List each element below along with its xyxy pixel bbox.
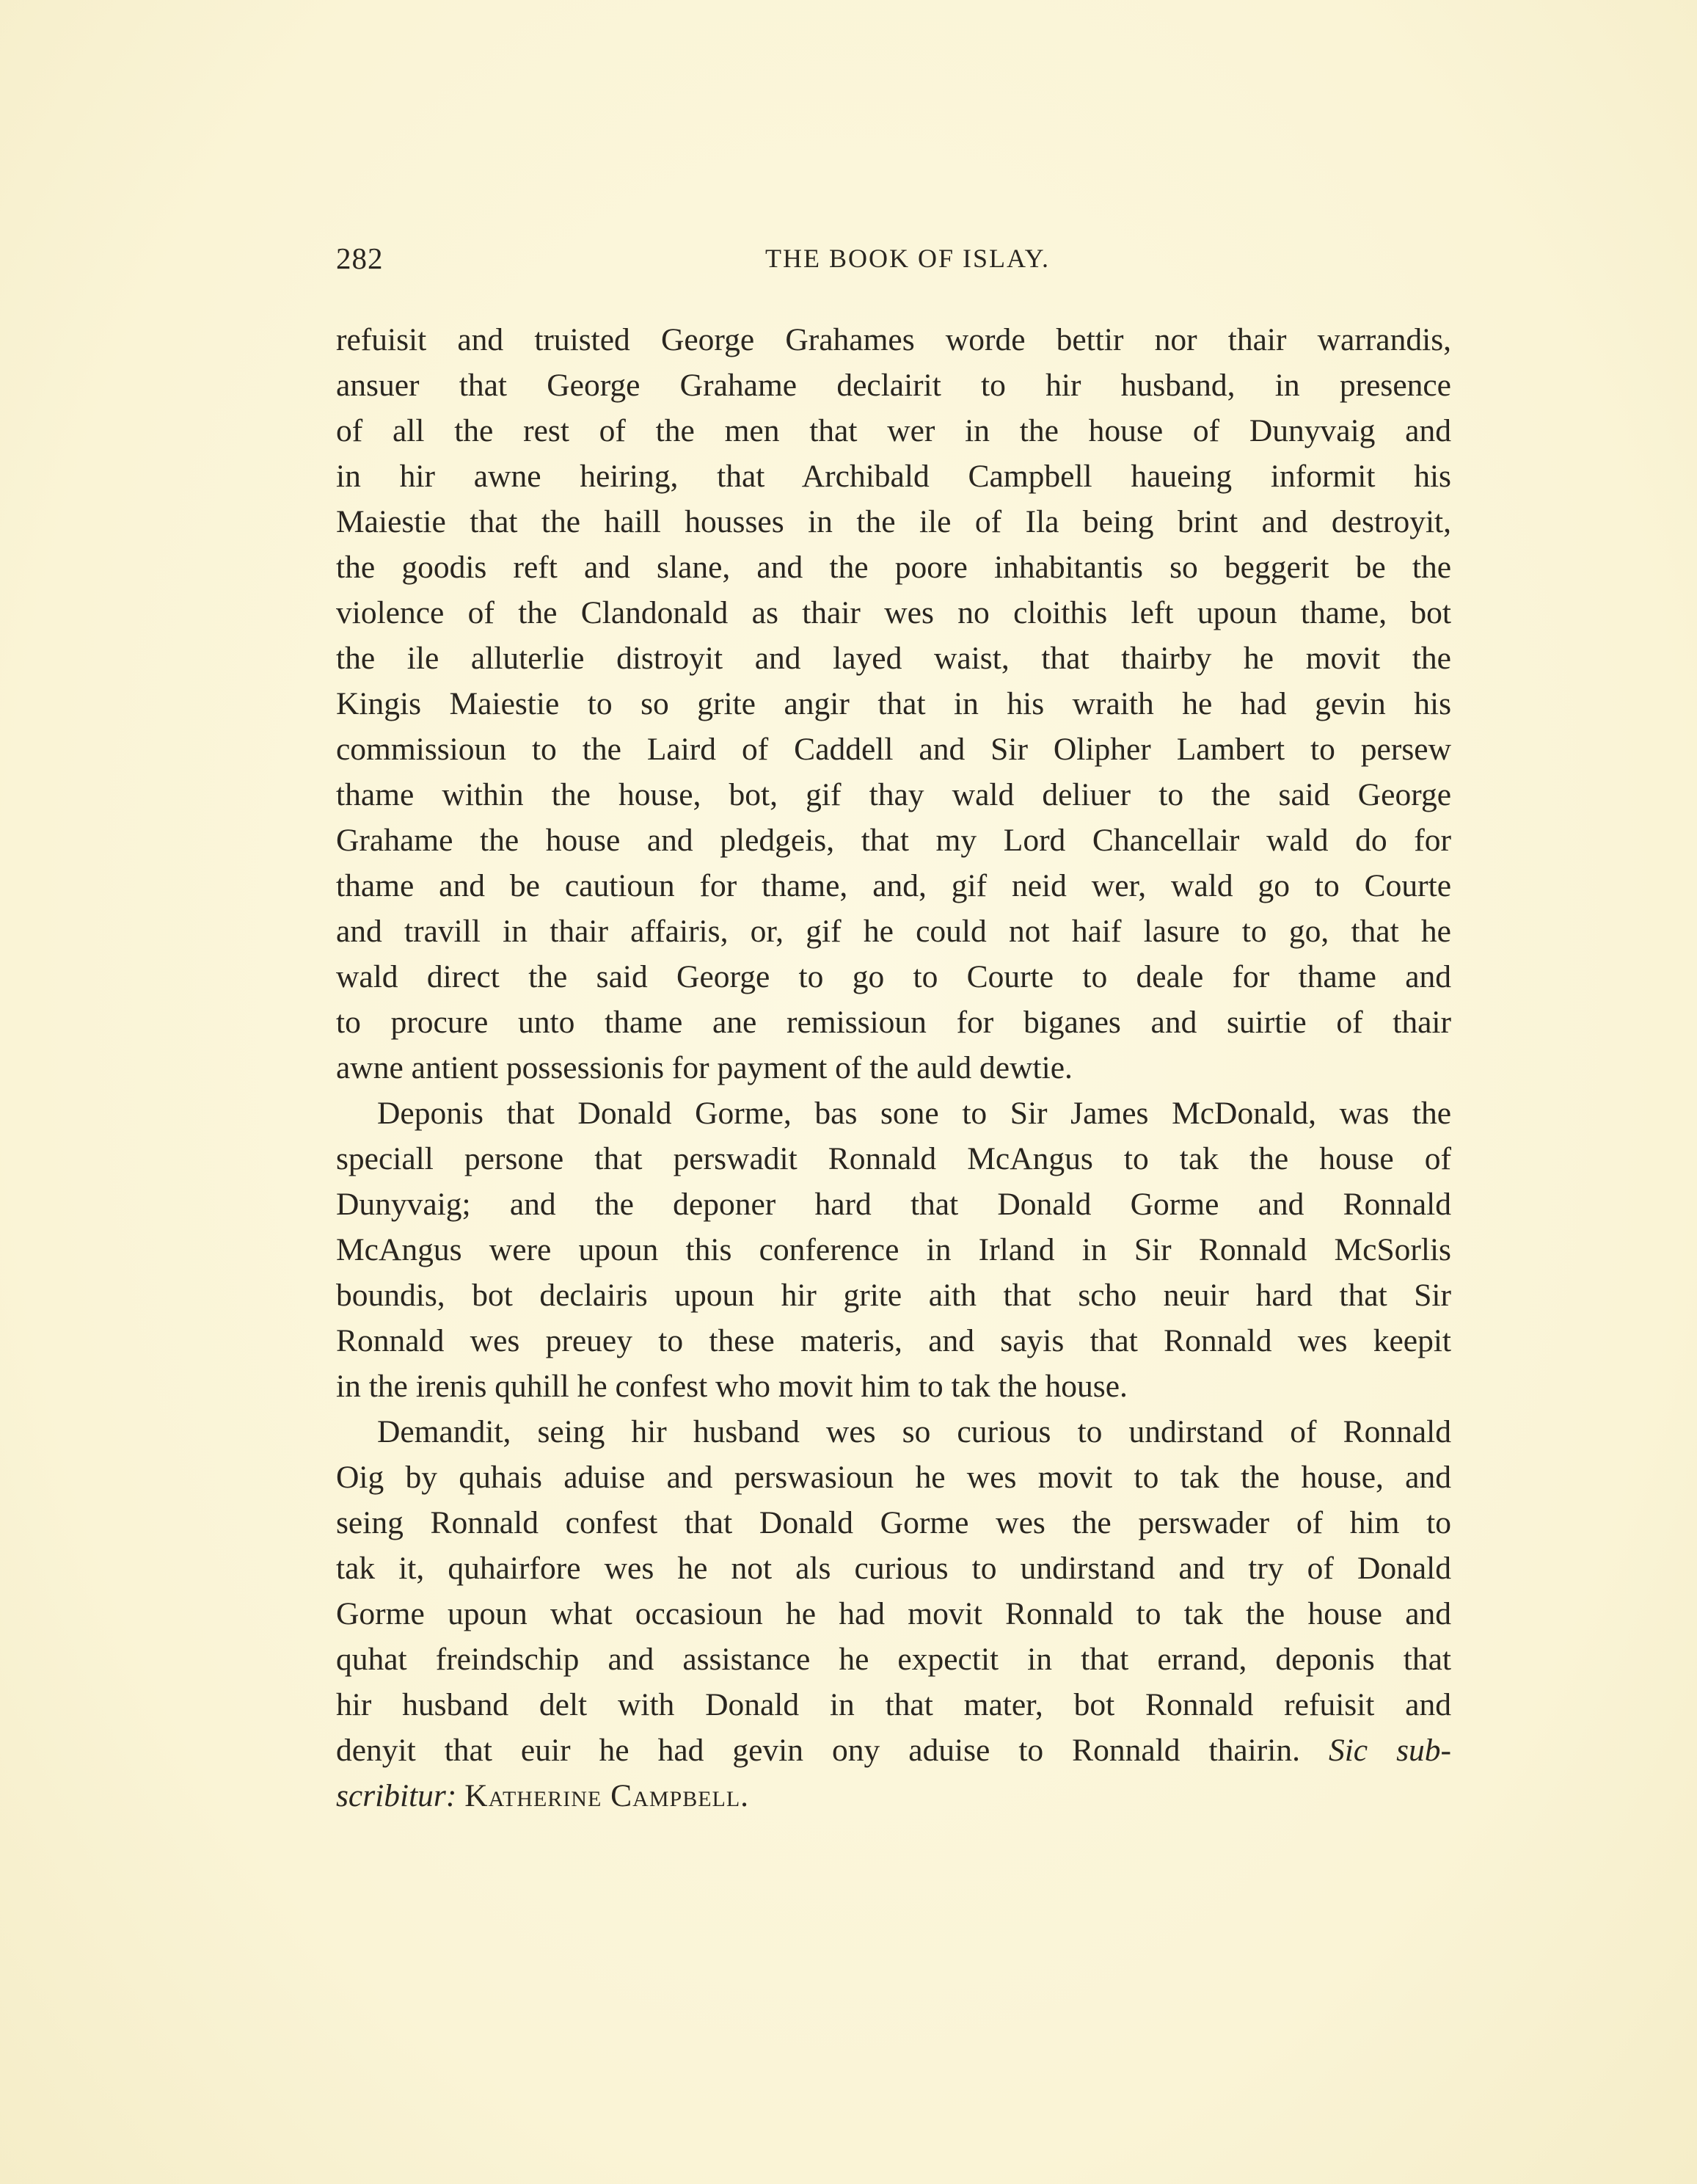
text-line: awne antient possessionis for payment of the auld dewtie. (336, 1050, 1073, 1085)
text-line: tak it, quhairfore wes he not als curious to undirstand and try of Donald (336, 1551, 1451, 1586)
body-text (336, 317, 1451, 1819)
text-line: in the irenis quhill he confest who movit him to tak the house. (336, 1369, 1128, 1404)
signature-line (336, 1773, 1451, 1819)
text-line: to procure unto thame ane remissioun for biganes and suirtie of thair (336, 1005, 1451, 1040)
text-line: hir husband delt with Donald in that mater, bot Ronnald refuisit and (336, 1687, 1451, 1722)
text-line: Ronnald wes preuey to these materis, and sayis that Ronnald wes keepit (336, 1323, 1451, 1358)
page-header (336, 236, 1450, 280)
italic-latin-phrase: Sic sub- (1328, 1733, 1451, 1768)
text-line (336, 1728, 1451, 1773)
text-line: refuisit and truisted George Grahames worde bettir nor thair warrandis, (336, 322, 1451, 357)
italic-latin-phrase: scribitur: (336, 1778, 457, 1813)
text-line: of all the rest of the men that wer in the house of Dunyvaig and (336, 413, 1451, 448)
text-line: Dunyvaig; and the deponer hard that Donald Gorme and Ronnald (336, 1187, 1451, 1222)
text-line: Maiestie that the haill housses in the ile of Ila being brint and destroyit, (336, 504, 1451, 539)
text-line: wald direct the said George to go to Courte to deale for thame and (336, 959, 1451, 994)
text-line: speciall persone that perswadit Ronnald McAngus to tak the house of (336, 1141, 1451, 1176)
paragraph-start-line: Demandit, seing hir husband wes so curious to undirstand of Ronnald (377, 1414, 1451, 1449)
text-line: the ile alluterlie distroyit and layed waist, that thairby he movit the (336, 641, 1451, 676)
running-title: THE BOOK OF ISLAY. (764, 244, 1051, 273)
text-line: Gorme upoun what occasioun he had movit Ronnald to tak the house and (336, 1596, 1451, 1631)
text-line: ansuer that George Grahame declairit to hir husband, in presence (336, 368, 1451, 403)
paragraph-start-line: Deponis that Donald Gorme, bas sone to Sir James McDonald, was the (377, 1096, 1451, 1131)
text-line: boundis, bot declairis upoun hir grite aith that scho neuir hard that Sir (336, 1278, 1451, 1313)
text-line: quhat freindschip and assistance he expectit in that errand, deponis that (336, 1642, 1451, 1677)
signature-name: Katherine Campbell. (464, 1778, 750, 1813)
text-line: Grahame the house and pledgeis, that my Lord Chancellair wald do for (336, 823, 1451, 858)
text-line: in hir awne heiring, that Archibald Campbell haueing informit his (336, 459, 1451, 494)
line-text: denyit that euir he had gevin ony aduise to Ronnald thairin. (336, 1733, 1300, 1768)
text-line: Kingis Maiestie to so grite angir that in his wraith he had gevin his (336, 686, 1451, 721)
text-line: Oig by quhais aduise and perswasioun he wes movit to tak the house, and (336, 1460, 1451, 1495)
text-line: thame within the house, bot, gif thay wald deliuer to the said George (336, 777, 1451, 812)
text-line: violence of the Clandonald as thair wes no cloithis left upoun thame, bot (336, 595, 1451, 630)
text-line: McAngus were upoun this conference in Irland in Sir Ronnald McSorlis (336, 1232, 1451, 1267)
text-line: the goodis reft and slane, and the poore inhabitantis so beggerit be the (336, 550, 1451, 585)
text-line: thame and be cautioun for thame, and, gif neid wer, wald go to Courte (336, 868, 1451, 903)
text-line: commissioun to the Laird of Caddell and Sir Olipher Lambert to persew (336, 732, 1451, 767)
text-line: seing Ronnald confest that Donald Gorme wes the perswader of him to (336, 1505, 1451, 1540)
text-line: and travill in thair affairis, or, gif he could not haif lasure to go, that he (336, 914, 1451, 949)
page-number: 282 (336, 241, 384, 275)
